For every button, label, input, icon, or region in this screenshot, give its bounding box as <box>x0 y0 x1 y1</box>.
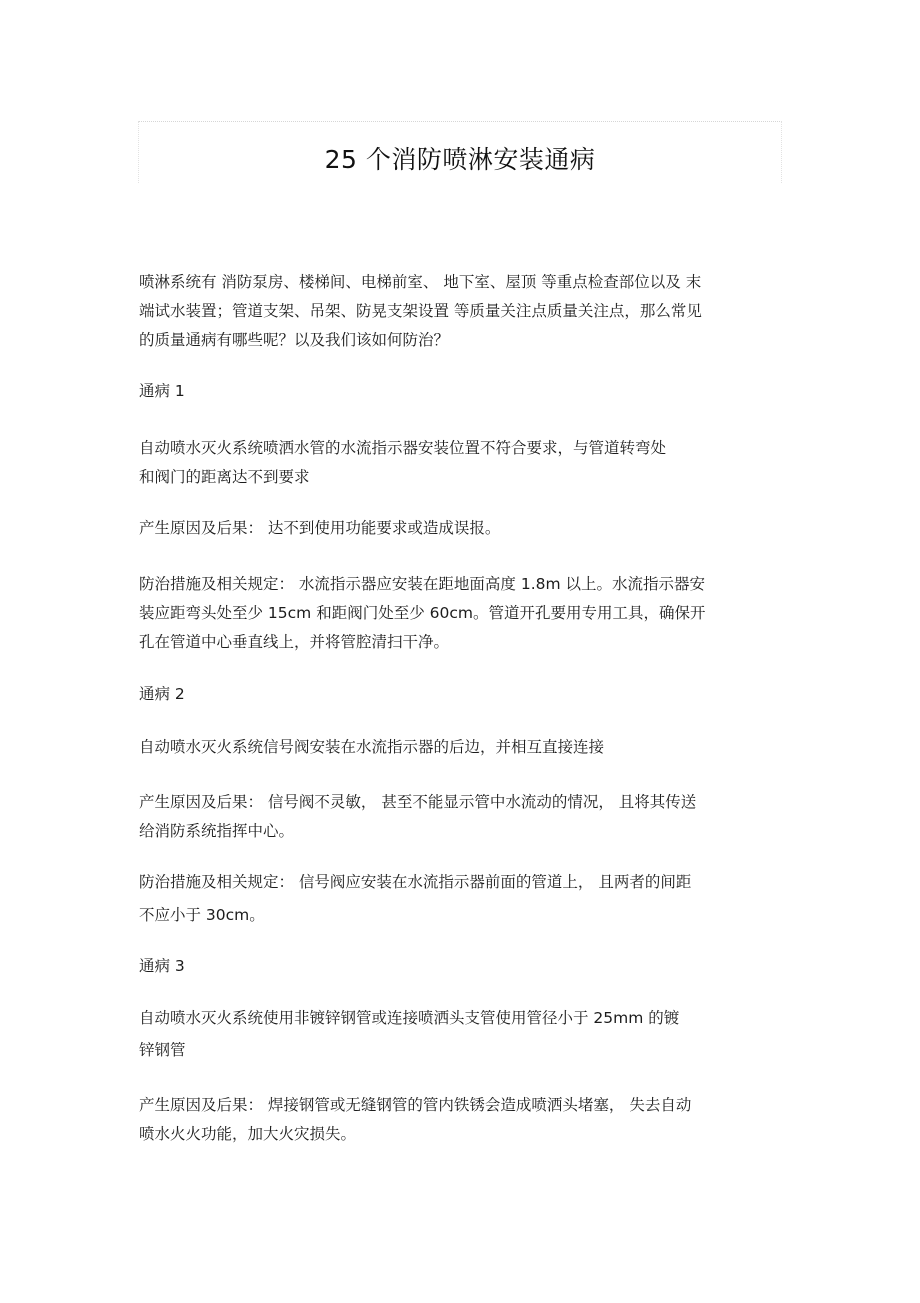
section-heading: 通病 1 <box>139 382 185 400</box>
title-frame <box>138 121 782 183</box>
problem-line: 锌钢管 <box>139 1041 186 1059</box>
problem-line: 自动喷水灭火系统信号阀安装在水流指示器的后边，并相互直接连接 <box>139 738 605 756</box>
problem-paragraph <box>139 733 784 762</box>
cause-paragraph <box>139 788 784 846</box>
cause-paragraph <box>139 1091 784 1149</box>
intro-line: 喷淋系统有 消防泵房、楼梯间、电梯前室、 地下室、屋顶 等重点检查部位以及 末 <box>139 273 702 291</box>
cause-paragraph <box>139 514 784 543</box>
problem-line: 自动喷水灭火系统使用非镀锌钢管或连接喷洒头支管使用管径小于 25mm 的镀 <box>139 1009 680 1027</box>
measure-paragraph <box>139 570 784 657</box>
document-title: 25 个消防喷淋安装通病 <box>324 145 596 174</box>
cause-line: 产生原因及后果： 达不到使用功能要求或造成误报。 <box>139 519 501 537</box>
cause-line: 产生原因及后果： 信号阀不灵敏， 甚至不能显示管中水流动的情况， 且将其传送 <box>139 793 697 811</box>
measure-line: 不应小于 30cm。 <box>139 906 265 924</box>
problem-paragraph <box>139 434 784 492</box>
intro-line: 端试水装置；管道支架、吊架、防晃支架设置 等质量关注点质量关注点，那么常见 <box>139 302 702 320</box>
section-heading: 通病 2 <box>139 685 185 703</box>
cause-line: 产生原因及后果： 焊接钢管或无缝钢管的管内铁锈会造成喷洒头堵塞， 失去自动 <box>139 1096 692 1114</box>
measure-line: 装应距弯头处至少 15cm 和距阀门处至少 60cm。管道开孔要用专用工具，确保开 <box>139 604 706 622</box>
problem-line: 和阀门的距离达不到要求 <box>139 468 310 486</box>
measure-line: 防治措施及相关规定： 水流指示器应安装在距地面高度 1.8m 以上。水流指示器安 <box>139 575 706 593</box>
intro-line: 的质量通病有哪些呢？以及我们该如何防治？ <box>139 331 450 349</box>
cause-line: 喷水火火功能，加大火灾损失。 <box>139 1125 357 1143</box>
problem-line: 自动喷水灭火系统喷洒水管的水流指示器安装位置不符合要求，与管道转弯处 <box>139 439 667 457</box>
cause-line: 给消防系统指挥中心。 <box>139 822 295 840</box>
measure-line: 防治措施及相关规定： 信号阀应安装在水流指示器前面的管道上， 且两者的间距 <box>139 873 692 891</box>
problem-paragraph <box>139 1004 784 1065</box>
measure-line: 孔在管道中心垂直线上，并将管腔清扫干净。 <box>139 633 450 651</box>
section-heading: 通病 3 <box>139 957 185 975</box>
intro-paragraph <box>139 268 784 355</box>
measure-paragraph <box>139 868 784 930</box>
